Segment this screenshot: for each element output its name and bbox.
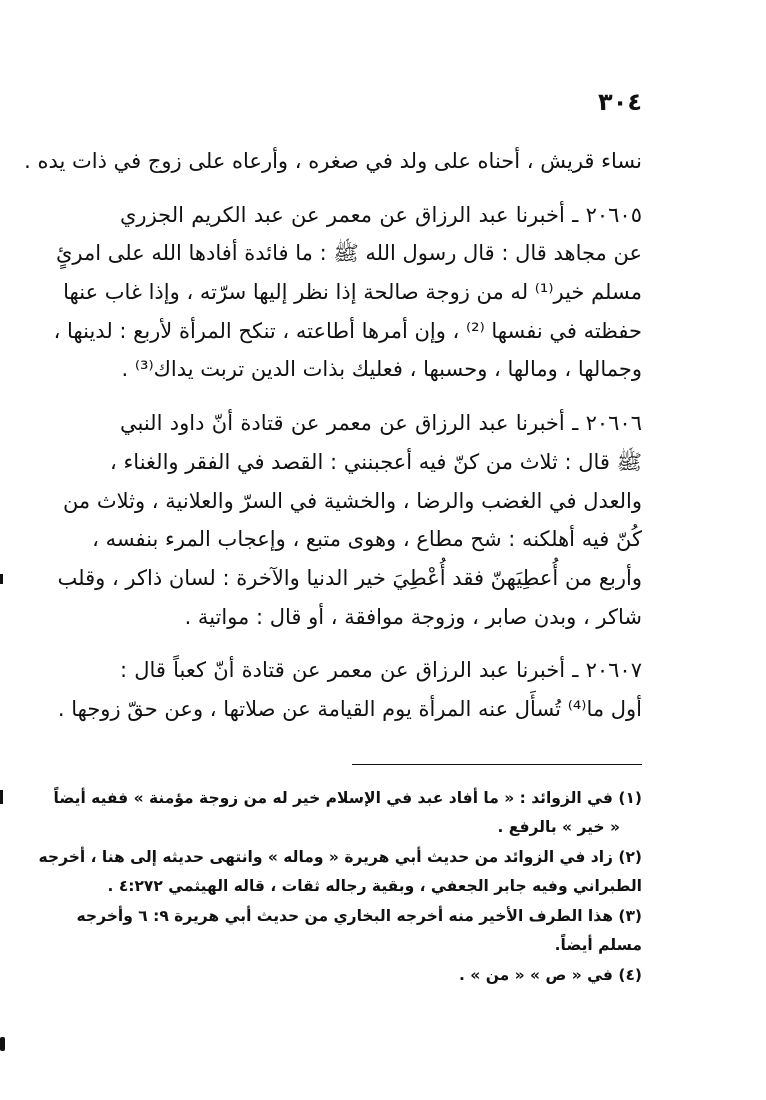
- text-line: ٢٠٦٠٥ ـ أخبرنا عبد الرزاق عن معمر عن عبد الكريم الجزري: [120, 202, 642, 227]
- text-line: عن مجاهد قال : قال رسول الله ﷺ : ما فائدة أفادها الله على امرئٍ: [55, 241, 642, 266]
- text-line: ٢٠٦٠٧ ـ أخبرنا عبد الرزاق عن معمر عن قتادة أنّ كعباً قال :: [120, 658, 642, 683]
- text-line: ٢٠٦٠٦ ـ أخبرنا عبد الرزاق عن معمر عن قتادة أنّ داود النبي: [120, 411, 642, 436]
- text-line: ﷺ قال : ثلاث من كنّ فيه أعجبنني : القصد في الفقر والغناء ،: [109, 449, 642, 474]
- scan-edge-mark: [0, 574, 3, 584]
- scan-edge-mark: [0, 1037, 5, 1051]
- footnote-line: الطبراني وفيه جابر الجعفي ، وبقية رجاله ثقات ، قاله الهيثمي ٤:٢٧٢ .: [107, 876, 642, 895]
- text-line: أول ما⁽⁴⁾ تُسأَل عنه المرأة يوم القيامة عن صلاتها ، وعن حقّ زوجها .: [57, 696, 642, 721]
- text-line: وأربع من أُعطِيَهنّ فقد أُعْطِيَ خير الدنيا والآخرة : لسان ذاكر ، وقلب: [57, 565, 642, 590]
- footnote-line: « خير » بالرفع .: [497, 817, 620, 836]
- text-line: حفظته في نفسها ⁽²⁾ ، وإن أمرها أطاعته ، تنكح المرأة لأربع : لدينها ،: [53, 318, 642, 343]
- hadith-20607: [57, 651, 642, 728]
- page-number: ٣٠٤: [598, 88, 642, 116]
- footnote-4: [120, 961, 642, 990]
- text-line: مسلم خير⁽¹⁾ له من زوجة صالحة إذا نظر إليها سرّته ، وإذا غاب عنها: [63, 280, 642, 305]
- text-line: والعدل في الغضب والرضا ، والخشية في السرّ والعلانية ، وثلاث من: [62, 488, 642, 513]
- footnote-line: (٢) زاد في الزوائد من حديث أبي هريرة « وماله » وانتهى حديثه إلى هنا ، أخرجه: [38, 848, 642, 866]
- footnote-divider: [352, 764, 642, 765]
- footnotes: [38, 784, 642, 990]
- footnote-line: (١) في الزوائد : « ما أفاد عبد في الإسلام خير له من زوجة مؤمنة » ففيه أيضاً: [53, 789, 642, 807]
- footnote-2: [38, 843, 642, 900]
- footnote-3: [76, 902, 642, 959]
- hadith-20605: [53, 196, 642, 389]
- hadith-20606: [57, 404, 642, 636]
- text-line: كُنّ فيه أهلكنه : شح مطاع ، وهوى متبع ، وإعجاب المرء بنفسه ،: [92, 527, 642, 552]
- text-line: وجمالها ، ومالها ، وحسبها ، فعليك بذات الدين تربت يداك⁽³⁾ .: [121, 357, 642, 382]
- text-line: نساء قريش ، أحناه على ولد في صغره ، وأرعاه على زوج في ذات يده .: [24, 149, 642, 173]
- footnote-1: [53, 784, 642, 841]
- text-line: شاكر ، وبدن صابر ، وزوجة موافقة ، أو قال : مواتية .: [184, 604, 642, 629]
- footnote-line: (٣) هذا الطرف الأخير منه أخرجه البخاري من حديث أبي هريرة ٩: ٦ وأخرجه: [76, 907, 642, 925]
- paragraph-intro-continuation: [24, 142, 642, 181]
- scan-edge-mark: [0, 790, 3, 804]
- main-text: [24, 142, 642, 729]
- footnote-line: مسلم أيضاً.: [554, 935, 642, 954]
- footnote-line: (٤) في « ص » « من » .: [459, 966, 642, 984]
